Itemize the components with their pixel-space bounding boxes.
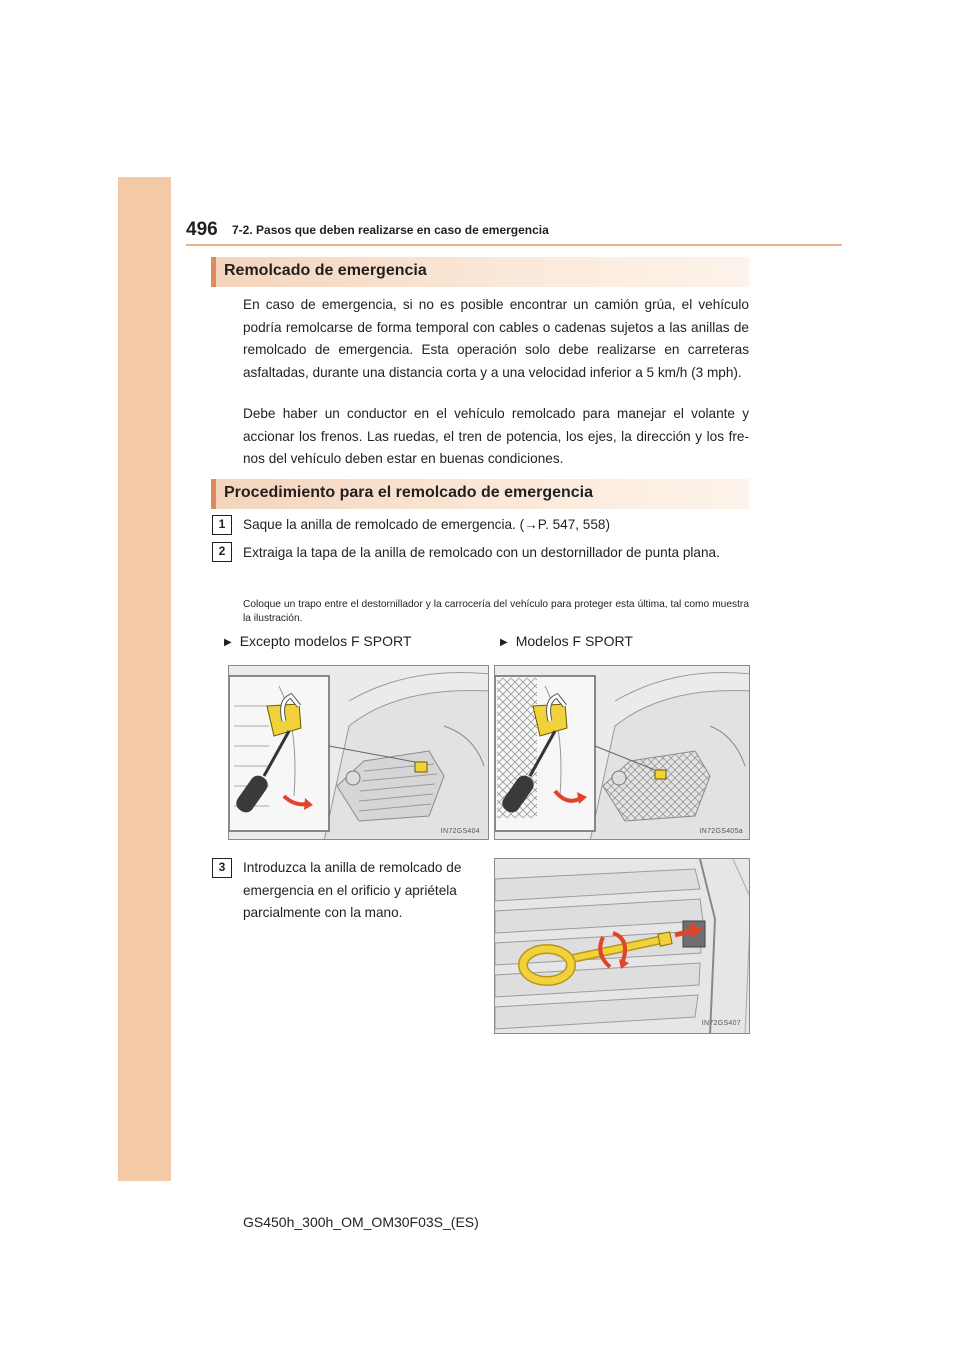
- towing-eyelet-illustration: [495, 859, 750, 1034]
- header-rule: [186, 244, 842, 246]
- step-2-text: Extraiga la tapa de la anilla de remolcado con un destornillador de punta plana.: [243, 545, 720, 560]
- figure-towing-eyelet-insertion: [494, 858, 750, 1034]
- figure-cover-removal-fsport: [494, 665, 750, 840]
- section-heading-accent: [211, 257, 216, 287]
- figure-code: IN72GS407: [701, 1020, 741, 1027]
- section-heading-text: Procedimiento para el remolcado de emergencia: [224, 484, 594, 501]
- section-heading-text: Remolcado de emergencia: [224, 262, 427, 279]
- section-heading-accent: [211, 479, 216, 509]
- step-number-badge: 1: [212, 515, 232, 535]
- chapter-sidebar-tab: [118, 177, 171, 1181]
- document-code-footer: GS450h_300h_OM_OM30F03S_(ES): [243, 1214, 479, 1230]
- step-1-text: Saque la anilla de remolcado de emergencia. (→P. 547, 558): [243, 517, 611, 532]
- driver-requirement-paragraph: Debe haber un conductor en el vehículo remolcado para manejar el volante y accionar los frenos. Las ruedas, el tren de potencia, los ejes, la dirección y los fre-nos del vehículo deben estar en buenas condiciones.: [243, 406, 749, 467]
- step-3-text: Introduzca la anilla de remolcado de emergencia en el orificio y apriétela parcialmente con la mano.: [243, 860, 462, 921]
- section-heading-emergency-towing: [211, 257, 749, 287]
- variant-label-standard: ▶ Excepto modelos F SPORT: [224, 633, 412, 649]
- figure-code: IN72GS405a: [699, 828, 743, 835]
- page-number: 496: [186, 219, 218, 240]
- step-number-badge: 2: [212, 542, 232, 562]
- car-front-illustration: [229, 666, 489, 840]
- chapter-title: 7-2. Pasos que deben realizarse en caso de emergencia: [232, 223, 549, 237]
- triangle-bullet-icon: ▶: [224, 637, 232, 648]
- triangle-bullet-icon: ▶: [500, 637, 508, 648]
- figure-code: IN72GS404: [440, 828, 480, 835]
- car-front-illustration: [495, 666, 750, 840]
- step-2-note: Coloque un trapo entre el destornillador y la carrocería del vehículo para proteger esta última, tal como muestra la ilustración.: [243, 599, 749, 624]
- section-heading-procedure: [211, 479, 749, 509]
- variant-label-fsport: ▶ Modelos F SPORT: [500, 633, 633, 649]
- intro-paragraph: En caso de emergencia, si no es posible encontrar un camión grúa, el vehículo podría remolcarse de forma temporal con cables o cadenas sujetos a las anillas de remolcado de emergencia. Esta operación solo debe realizarse en carreteras asfaltadas, durante una distancia corta y a una velocidad inferior a 5 km/h (3 mph).: [243, 297, 749, 380]
- figure-cover-removal-standard: [228, 665, 489, 840]
- step-number-badge: 3: [212, 858, 232, 878]
